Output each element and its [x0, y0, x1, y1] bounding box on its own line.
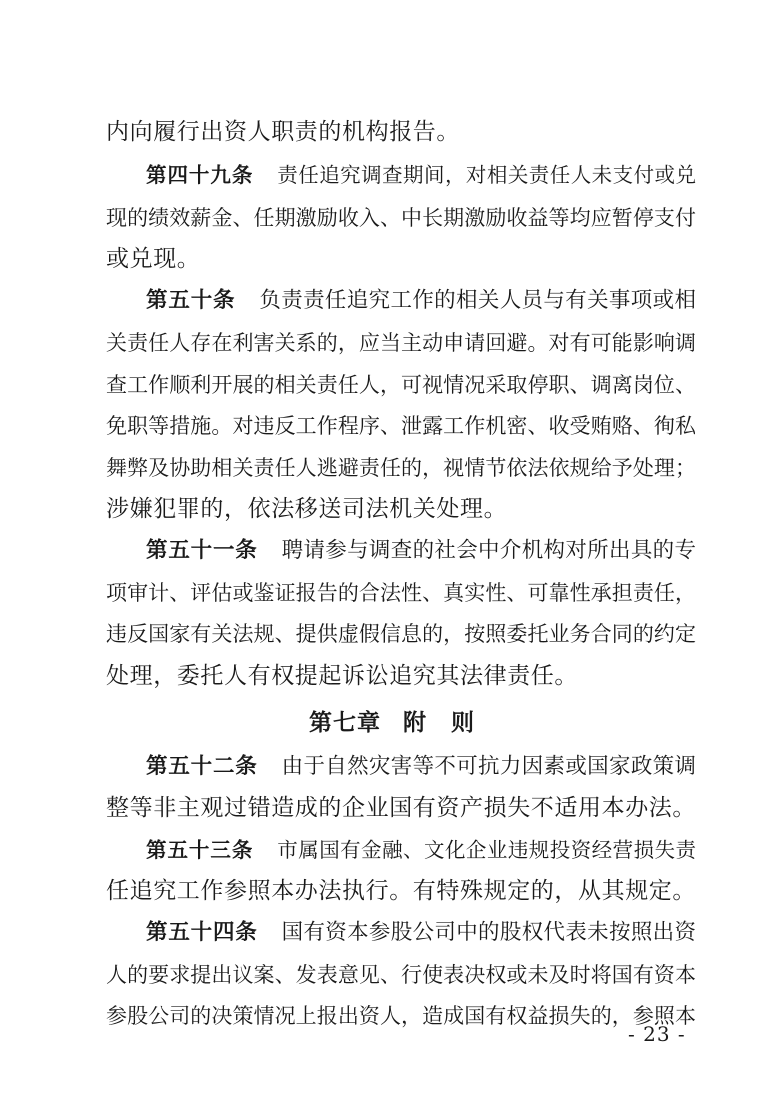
article-51-text: 聘请参与调查的社会中介机构对所出具的专 — [281, 538, 696, 563]
article-51-heading: 第五十一条 — [146, 538, 258, 563]
article-54-line — [146, 915, 696, 951]
article-49-text: 责任追究调查期间，对相关责任人未支付或兑 — [277, 163, 697, 187]
paragraph-line: 涉嫌犯罪的，依法移送司法机关处理。 — [106, 496, 508, 522]
chapter-heading — [0, 705, 784, 741]
paragraph-line: 或兑现。 — [106, 246, 201, 272]
article-52-heading: 第五十二条 — [146, 754, 258, 779]
article-51-line — [146, 533, 696, 569]
paragraph-line: 关责任人存在利害关系的，应当主动申请回避。对有可能影响调 — [106, 331, 696, 355]
chapter-title: 附 则 — [403, 710, 475, 736]
paragraph-line: 违反国家有关法规、提供虚假信息的，按照委托业务合同的约定 — [106, 622, 696, 646]
paragraph-line: 处理，委托人有权提起诉讼追究其法律责任。 — [106, 663, 578, 689]
page-number: - 23 - — [628, 1022, 686, 1046]
article-52-line — [146, 749, 696, 785]
paragraph-line: 参股公司的决策情况上报出资人，造成国有权益损失的，参照本 — [106, 1004, 696, 1028]
paragraph-line: 整等非主观过错造成的企业国有资产损失不适用本办法。 — [106, 795, 696, 821]
paragraph-line: 内向履行出资人职责的机构报告。 — [106, 119, 460, 145]
article-54-text: 国有资本参股公司中的股权代表未按照出资 — [281, 920, 696, 945]
chapter-number: 第七章 — [309, 710, 381, 736]
article-50-line — [146, 283, 696, 319]
paragraph-line: 舞弊及协助相关责任人逃避责任的，视情节依法依规给予处理； — [106, 456, 696, 480]
paragraph-line: 免职等措施。对违反工作程序、泄露工作机密、收受贿赂、徇私 — [106, 414, 696, 438]
paragraph-line: 项审计、评估或鉴证报告的合法性、真实性、可靠性承担责任， — [106, 581, 696, 605]
article-53-line — [146, 832, 696, 868]
article-49-line — [146, 157, 696, 193]
paragraph-line: 现的绩效薪金、任期激励收入、中长期激励收益等均应暂停支付 — [106, 206, 696, 230]
article-49-heading: 第四十九条 — [146, 163, 254, 187]
article-52-text: 由于自然灾害等不可抗力因素或国家政策调 — [281, 754, 696, 779]
article-54-heading: 第五十四条 — [146, 920, 258, 945]
paragraph-line: 人的要求提出议案、发表意见、行使表决权或未及时将国有资本 — [106, 963, 696, 987]
article-53-text: 市属国有金融、文化企业违规投资经营损失责 — [277, 838, 697, 862]
article-50-text: 负责责任追究工作的相关人员与有关事项或相 — [259, 288, 696, 313]
article-50-heading: 第五十条 — [146, 288, 236, 313]
paragraph-line: 任追究工作参照本办法执行。有特殊规定的，从其规定。 — [106, 878, 696, 904]
paragraph-line: 查工作顺利开展的相关责任人，可视情况采取停职、调离岗位、 — [106, 373, 696, 397]
article-53-heading: 第五十三条 — [146, 838, 254, 862]
